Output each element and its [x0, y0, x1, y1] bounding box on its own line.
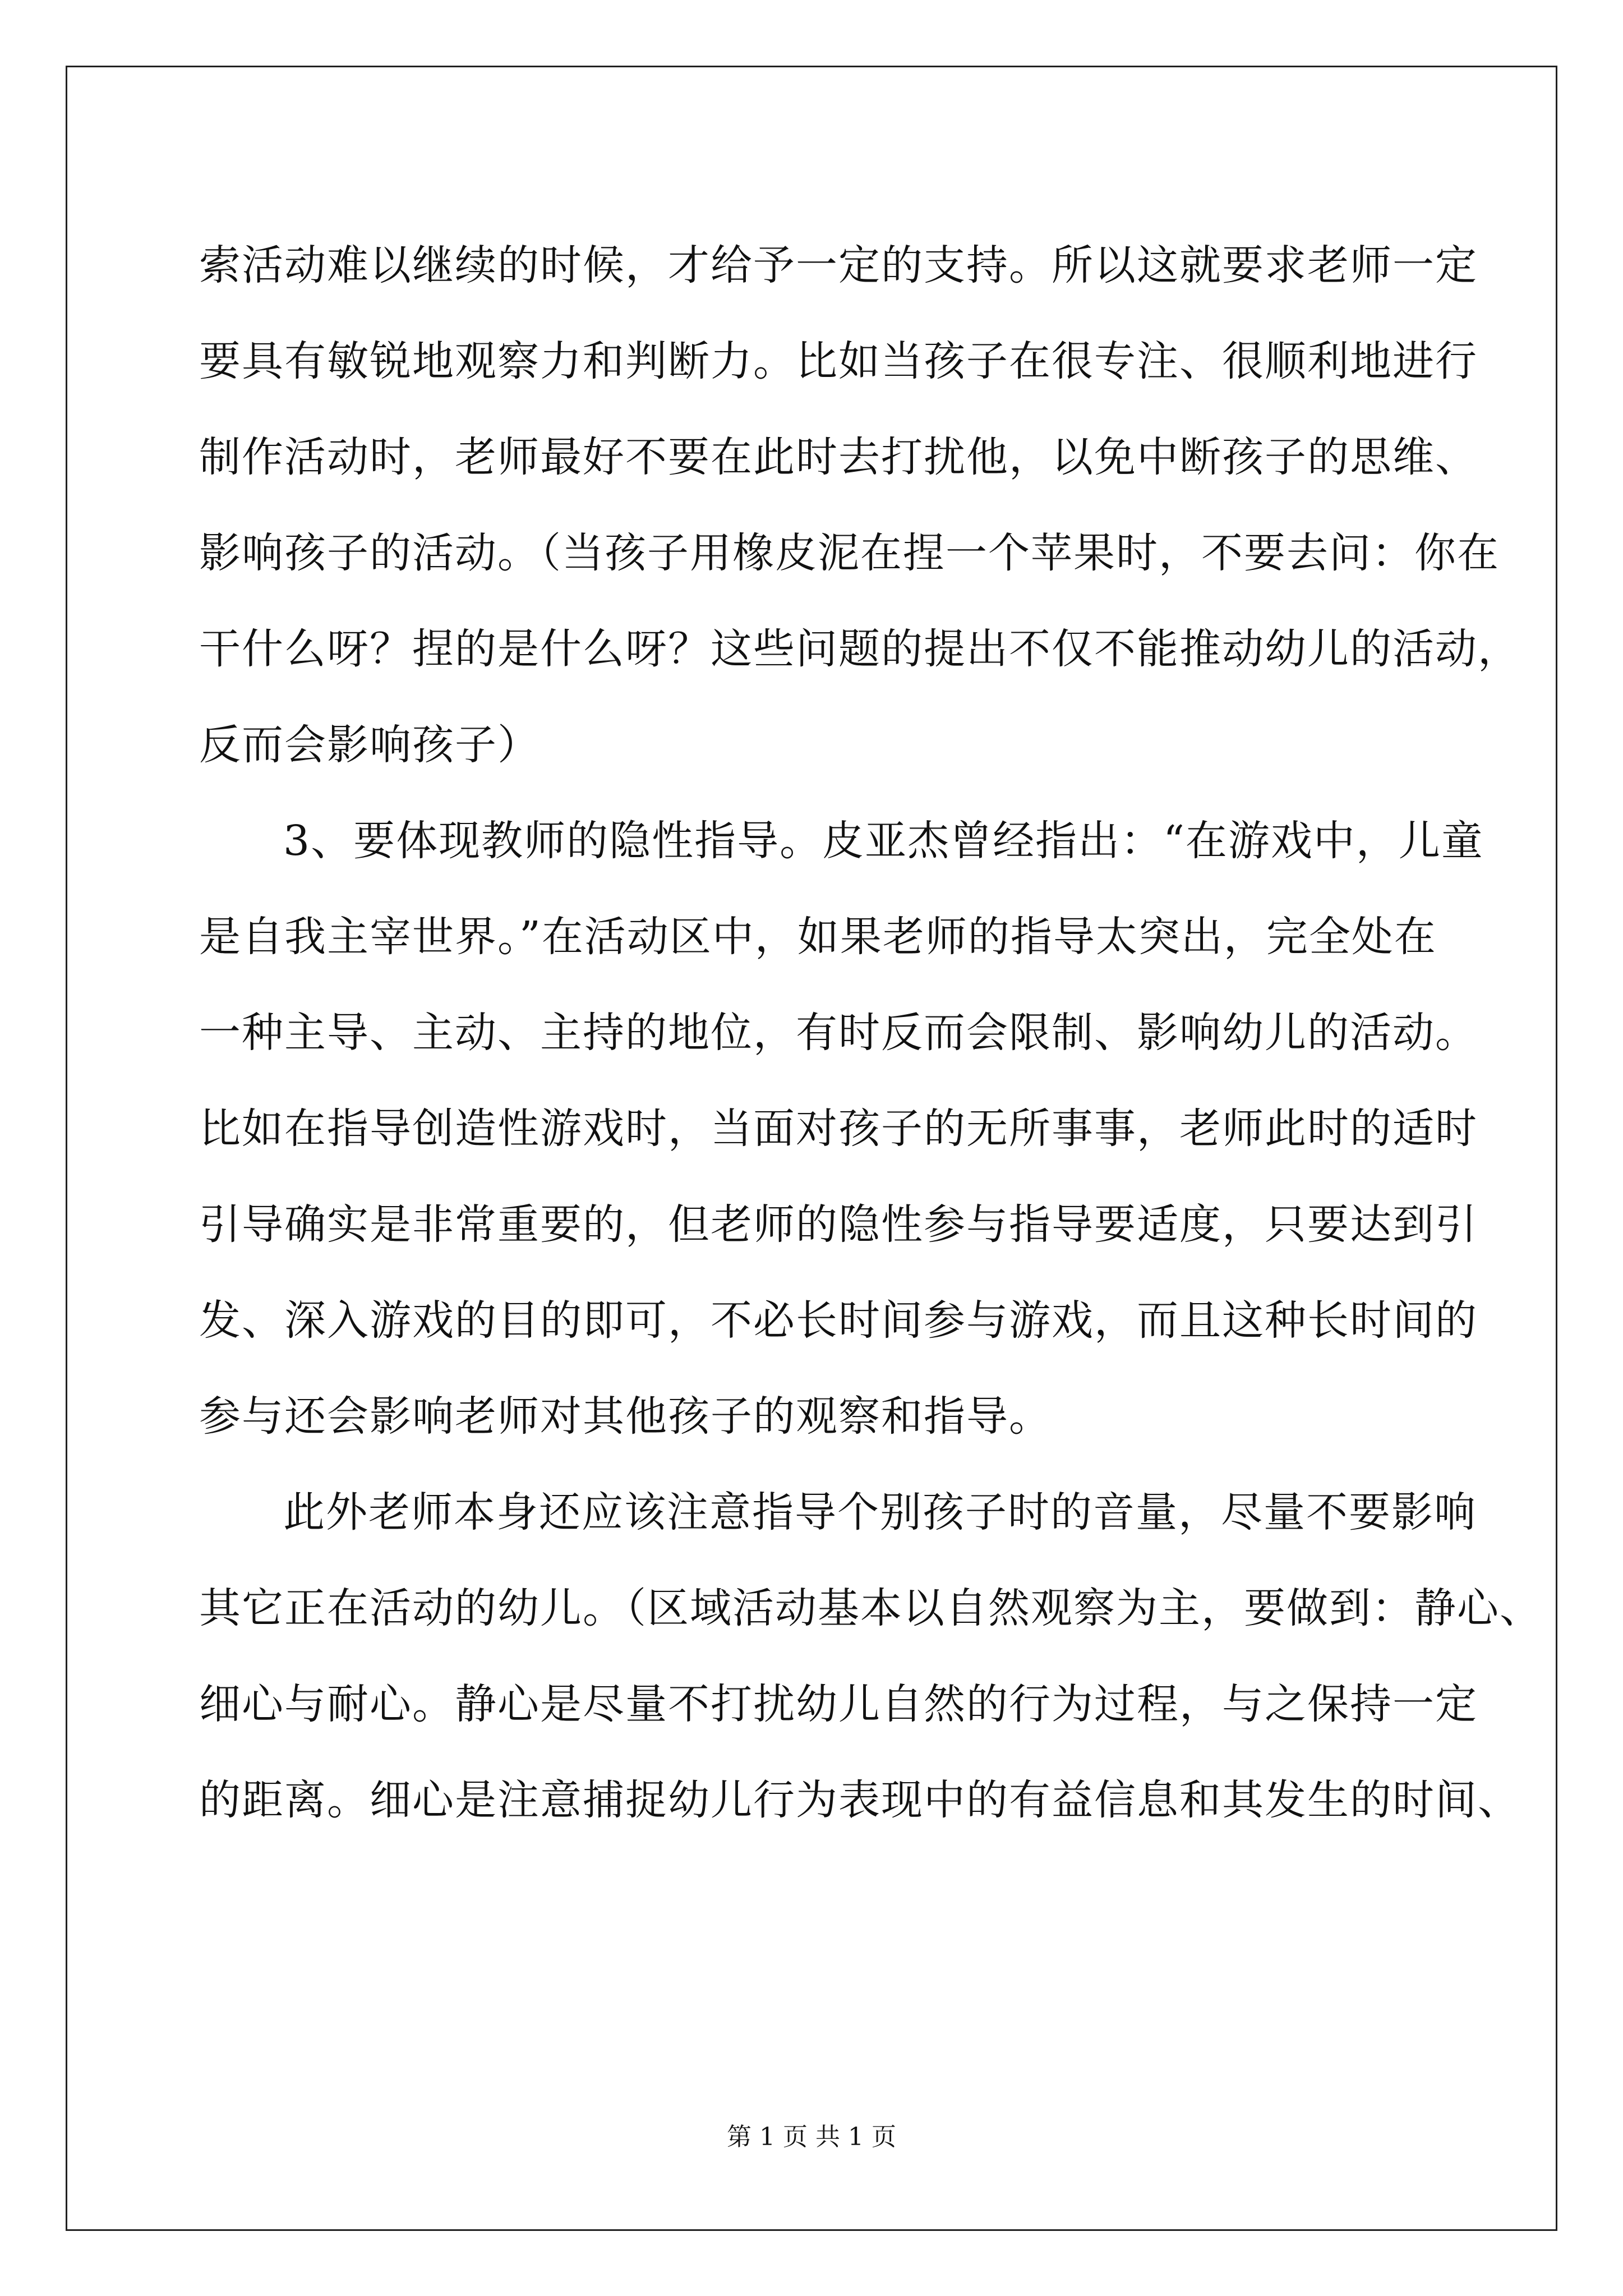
text-line: 发、深入游戏的目的即可，不必长时间参与游戏，而且这种长时间的 — [199, 1296, 1478, 1345]
text-line: 索活动难以继续的时候，才给予一定的支持。所以这就要求老师一定 — [199, 241, 1478, 289]
text-line: 其它正在活动的幼儿。（区域活动基本以自然观察为主，要做到：静心、 — [199, 1584, 1542, 1632]
paragraph-start-line: 3、要体现教师的隐性指导。皮亚杰曾经指出：“在游戏中，儿童 — [283, 817, 1484, 865]
text-line: 参与还会影响老师对其他孩子的观察和指导。 — [199, 1392, 1052, 1441]
text-line: 制作活动时，老师最好不要在此时去打扰他，以免中断孩子的思维、 — [199, 433, 1478, 481]
text-line: 一种主导、主动、主持的地位，有时反而会限制、影响幼儿的活动。 — [199, 1009, 1478, 1057]
text-line: 反而会影响孩子） — [199, 721, 540, 769]
page-footer — [0, 2120, 1623, 2154]
document-body — [199, 218, 1542, 1848]
text-line: 影响孩子的活动。（当孩子用橡皮泥在捏一个苹果时，不要去问：你在 — [199, 529, 1500, 577]
page-number-label: 第 1 页 共 1 页 — [727, 2123, 896, 2151]
text-line: 引导确实是非常重要的，但老师的隐性参与指导要适度，只要达到引 — [199, 1200, 1478, 1249]
text-line: 细心与耐心。静心是尽量不打扰幼儿自然的行为过程，与之保持一定 — [199, 1680, 1478, 1728]
text-line: 是自我主宰世界。”在活动区中，如果老师的指导太突出，完全处在 — [199, 913, 1437, 961]
text-line: 干什么呀？捏的是什么呀？这些问题的提出不仅不能推动幼儿的活动， — [199, 625, 1520, 673]
paragraph-start-line: 此外老师本身还应该注意指导个别孩子时的音量，尽量不要影响 — [283, 1488, 1477, 1536]
text-line: 要具有敏锐地观察力和判断力。比如当孩子在很专注、很顺利地进行 — [199, 337, 1478, 385]
text-line: 比如在指导创造性游戏时，当面对孩子的无所事事，老师此时的适时 — [199, 1105, 1478, 1153]
text-line: 的距离。细心是注意捕捉幼儿行为表现中的有益信息和其发生的时间、 — [199, 1776, 1520, 1824]
